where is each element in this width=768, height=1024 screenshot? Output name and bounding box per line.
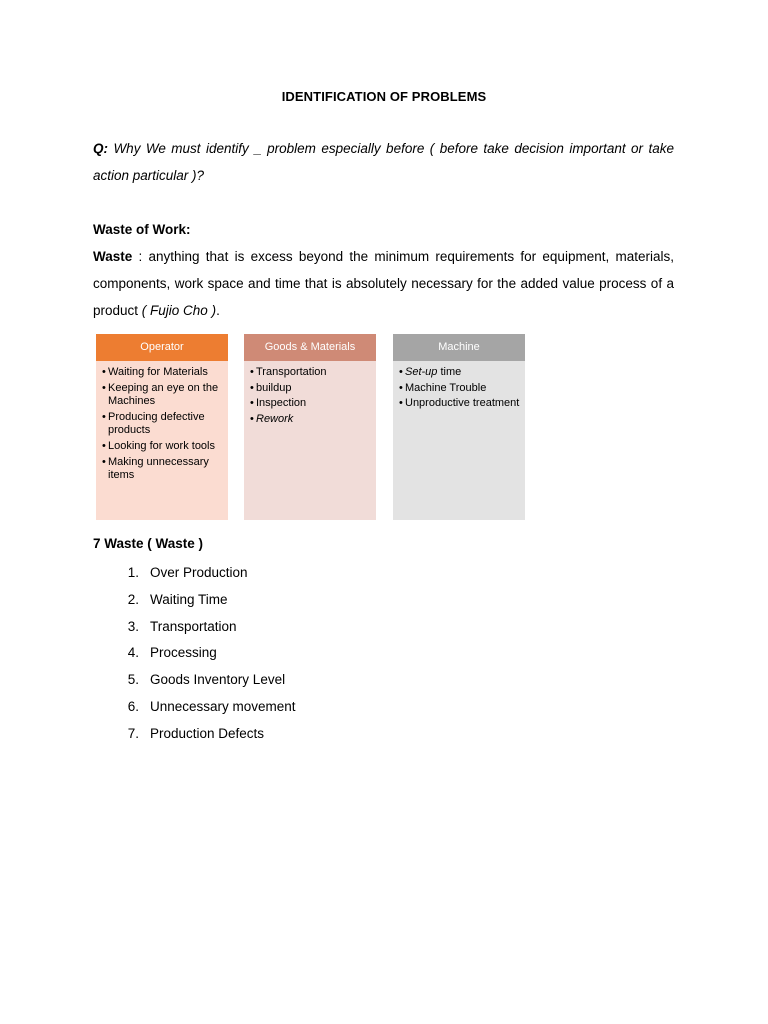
category-list-item: [102, 411, 224, 438]
item-text: Unproductive treatment: [405, 397, 520, 410]
waste-definition-paragraph: [93, 244, 674, 324]
item-text: Looking for work tools: [108, 439, 215, 452]
item-text: time: [437, 366, 462, 378]
waste-of-work-heading: Waste of Work:: [93, 222, 191, 237]
category-goods-materials: [244, 334, 376, 520]
category-body: [244, 361, 376, 520]
question-text: Why We must identify _ problem especially before ( before take decision important or take action particular )?: [93, 141, 674, 183]
category-list-item: [102, 382, 224, 409]
category-item-text: [256, 366, 372, 379]
list-number-text: 7.: [127, 725, 139, 741]
list-item: [93, 721, 296, 748]
category-list-item: [399, 366, 521, 379]
list-item-label: Transportation: [150, 618, 237, 634]
seven-waste-list: [93, 560, 296, 748]
list-number-text: 4.: [127, 645, 139, 661]
list-item-label: Production Defects: [150, 725, 265, 741]
item-text: Making unnecessary items: [108, 455, 209, 482]
bullet-icon: •: [399, 366, 403, 378]
bullet-icon: •: [250, 397, 254, 410]
category-list-item: [102, 366, 224, 379]
category-item-text: [108, 440, 224, 453]
list-number-text: 3.: [127, 618, 139, 634]
list-number-text: 1.: [127, 565, 139, 580]
category-header: Machine: [393, 334, 525, 361]
bullet-icon: •: [102, 366, 106, 378]
category-list-item: [250, 382, 372, 395]
list-item: [93, 667, 296, 694]
list-item-label: Waiting Time: [150, 591, 228, 607]
category-item-text: [108, 456, 224, 483]
category-item-text: [108, 382, 224, 409]
seven-waste-heading: 7 Waste ( Waste ): [93, 536, 204, 551]
list-item: [93, 560, 296, 587]
bullet-icon: •: [250, 381, 254, 394]
bullet-icon: •: [250, 366, 254, 378]
category-header: Goods & Materials: [244, 334, 376, 361]
category-header: Operator: [96, 334, 228, 361]
bullet-icon: •: [399, 381, 403, 394]
category-list-item: [399, 397, 521, 410]
category-list-item: [102, 456, 224, 483]
list-item: [93, 587, 296, 614]
list-item-number: [93, 587, 139, 614]
bullet-icon: •: [102, 439, 106, 452]
question-label: Q:: [93, 141, 108, 156]
list-item-number: [93, 560, 139, 587]
list-item: [93, 614, 296, 641]
page-title: IDENTIFICATION OF PROBLEMS: [281, 89, 487, 104]
list-item-number: [93, 640, 139, 667]
list-item-number: [93, 694, 139, 721]
bullet-icon: •: [399, 397, 403, 410]
item-text: Waiting for Materials: [108, 366, 208, 378]
category-item-text: [108, 411, 224, 438]
waste-citation: ( Fujio Cho ): [141, 302, 217, 318]
list-item: [93, 640, 296, 667]
bullet-icon: •: [102, 455, 106, 468]
item-text-emphasis: Rework: [256, 413, 294, 426]
item-text: Inspection: [256, 397, 307, 410]
list-item-number: [93, 667, 139, 694]
list-item-label: Over Production: [150, 565, 248, 580]
category-operator: [96, 334, 228, 520]
item-text: buildup: [256, 381, 292, 394]
list-number-text: 2.: [127, 591, 139, 607]
list-number-text: 5.: [127, 672, 139, 688]
list-item-label: Unnecessary movement: [150, 698, 296, 714]
list-item-label: Goods Inventory Level: [150, 672, 286, 688]
category-body: [393, 361, 525, 520]
list-item-number: [93, 721, 139, 748]
category-item-text: [108, 366, 224, 379]
item-text: Producing defective products: [108, 410, 205, 437]
category-list-item: [399, 382, 521, 395]
category-item-text: [405, 397, 521, 410]
question-paragraph: [93, 136, 674, 190]
item-text-emphasis: Set-up: [405, 366, 438, 378]
category-list-item: [102, 440, 224, 453]
waste-definition-text: : anything that is excess beyond the minimum requirements for equipment, materials, components, work space and time that is absolutely necessary for the added value process of a product: [93, 249, 674, 318]
item-text: Keeping an eye on the Machines: [108, 381, 219, 408]
category-item-text: [256, 413, 372, 426]
item-text: Transportation: [256, 366, 327, 378]
category-list-item: [250, 413, 372, 426]
list-item: [93, 694, 296, 721]
waste-term: Waste: [93, 249, 133, 264]
category-item-text: [256, 382, 372, 395]
item-text: Machine Trouble: [405, 381, 487, 394]
list-number-text: 6.: [127, 698, 139, 714]
category-item-text: [405, 382, 521, 395]
category-item-text: [256, 397, 372, 410]
category-machine: [393, 334, 525, 520]
bullet-icon: •: [250, 413, 254, 426]
category-list-item: [250, 397, 372, 410]
category-body: [96, 361, 228, 520]
waste-definition-end: .: [216, 302, 220, 318]
bullet-icon: •: [102, 381, 106, 394]
category-list-item: [250, 366, 372, 379]
category-item-text: [405, 366, 521, 379]
bullet-icon: •: [102, 410, 106, 423]
list-item-number: [93, 614, 139, 641]
list-item-label: Processing: [150, 645, 217, 661]
